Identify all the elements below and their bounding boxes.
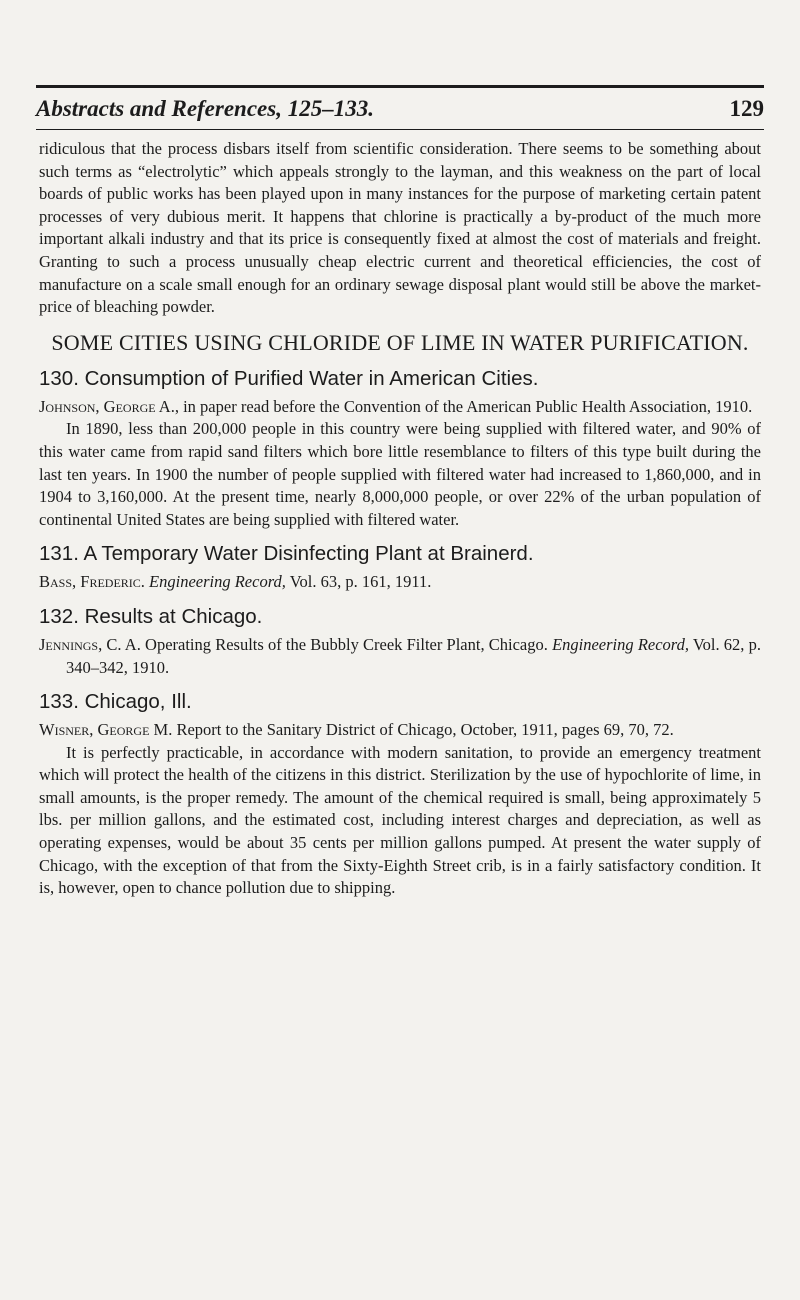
- entry-citation: [39, 634, 761, 679]
- header-rule: [36, 129, 764, 130]
- entry-citation: [39, 719, 761, 742]
- citation-text: in paper read before the Convention of the American Public Health Association, 1910.: [178, 396, 753, 416]
- entry-131: [39, 541, 761, 594]
- journal-name: Engineering Record,: [149, 572, 286, 592]
- citation-text: Vol. 63, p. 161, 1911.: [285, 572, 432, 592]
- entry-citation: [39, 396, 761, 419]
- entry-citation: [39, 571, 761, 594]
- entry-130: [39, 366, 761, 532]
- page-body: [39, 138, 761, 900]
- entry-title: 132. Results at Chicago.: [39, 604, 263, 628]
- section-heading: SOME CITIES USING CHLORIDE OF LIME IN WATER PURIFICATION.: [51, 329, 749, 355]
- entry-author: Jennings, C. A.: [39, 634, 141, 654]
- intro-paragraph: ridiculous that the process disbars itself from scientific consideration. There seems to be something about such terms as “electrolytic” which appeals strongly to the layman, and this weakness on the part of local boards of public works has been played upon in many instances for the purpose of marketing certain patent processes of very dubious merit. It happens that chlorine is practically a by-product of the much more important alkali industry and that its price is consequently fixed at almost the cost of materials and freight. Granting to such a process unusually cheap electric current and theoretical efficiencies, the cost of manufacture on a scale small enough for an ordinary sewage disposal plant would still be above the market-price of bleaching powder.: [39, 139, 761, 317]
- entry-author: Johnson, George A.,: [39, 396, 179, 416]
- entry-author: Wisner, George M.: [39, 720, 173, 740]
- entry-title: 131. A Temporary Water Disinfecting Plant at Brainerd.: [39, 542, 534, 566]
- page-number: 129: [729, 96, 764, 121]
- journal-name: Engineering Record,: [552, 634, 689, 654]
- citation-text: Report to the Sanitary District of Chicago, October, 1911, pages 69, 70, 72.: [172, 720, 674, 740]
- entry-title: 133. Chicago, Ill.: [39, 690, 192, 714]
- entry-title: 130. Consumption of Purified Water in American Cities.: [39, 366, 539, 390]
- top-rule: [36, 85, 764, 88]
- entry-132: [39, 604, 761, 679]
- entry-body: It is perfectly practicable, in accordance with modern sanitation, to provide an emergency treatment which will protect the health of the citizens in this district. Sterilization by the use of hypochlorite of lime, in small amounts, is the proper remedy. The amount of the chemical required is small, being approximately 5 lbs. per million gallons, and the estimated cost, including interest charges and depreciation, as well as operating expenses, would be about 35 cents per million gallons pumped. At present the water supply of Chicago, with the exception of that from the Sixty-Eighth Street crib, is in a fairly satisfactory condition. It is, however, open to chance pollution due to shipping.: [39, 742, 761, 898]
- entry-133: [39, 689, 761, 900]
- running-title: Abstracts and References, 125–133.: [36, 96, 374, 121]
- entry-body: In 1890, less than 200,000 people in this country were being supplied with filtered water, and 90% of this water came from rapid sand filters which bore little resemblance to filters of this type built during the last ten years. In 1900 the number of people supplied with filtered water had increased to 1,860,000, and in 1904 to 3,160,000. At the present time, nearly 8,000,000 people, or over 22% of the urban population of continental United States are being supplied with filtered water.: [39, 419, 761, 529]
- citation-text: Vol. 62, p. 340–342, 1910.: [66, 634, 761, 677]
- running-header: [36, 92, 764, 128]
- citation-text: Operating Results of the Bubbly Creek Filter Plant, Chicago.: [140, 634, 553, 654]
- entry-author: Bass, Frederic.: [39, 572, 145, 592]
